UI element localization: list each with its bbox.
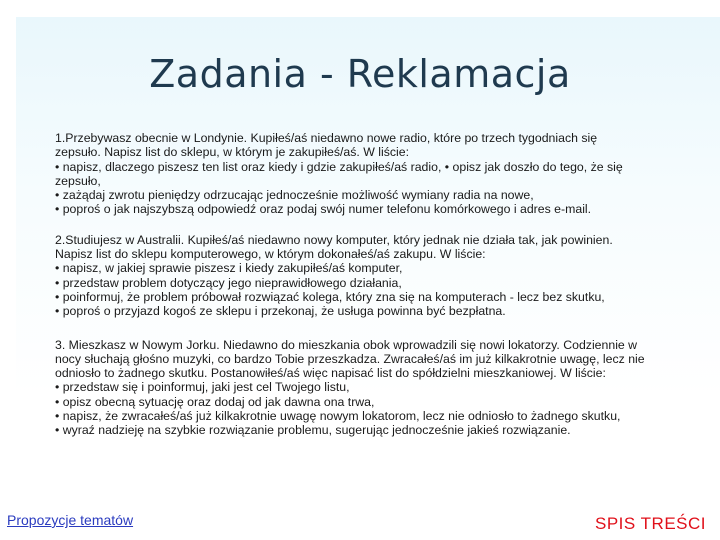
task-1-bullet: • poproś o jak najszybszą odpowiedź oraz podaj swój numer telefonu komórkowego i adres e-mail. <box>55 202 592 217</box>
task-3 <box>55 338 645 438</box>
task-2-bullet: • przedstaw problem dotyczący jego nieprawidłowego działania, <box>55 275 402 290</box>
task-2-intro: 2.Studiujesz w Australii. Kupiłeś/aś niedawno nowy komputer, który jednak nie działa tak, jak powinien. Napisz list do sklepu komputerowego, w którym dokonałeś/aś zakupu. W liście: <box>55 232 613 262</box>
task-1-bullet: • napisz, dlaczego piszesz ten list oraz kiedy i gdzie zakupiłeś/aś radio, • opisz jak doszło do tego, że się zepsuło, <box>55 159 623 188</box>
task-1-intro: 1.Przebywasz obecnie w Londynie. Kupiłeś/aś niedawno nowe radio, które po trzech tygodniach się zepsuło. Napisz list do sklepu, w którym je zakupiłeś/aś. W liście: <box>55 131 598 160</box>
task-1-bullet: • zażądaj zwrotu pieniędzy odrzucając jednocześnie możliwość wymiany radia na nowe, <box>55 188 534 203</box>
task-2 <box>55 233 645 319</box>
task-3-intro: 3. Mieszkasz w Nowym Jorku. Niedawno do mieszkania obok wprowadzili się nowi lokatorzy. Codziennie w nocy słuchają głośno muzyki, co bardzo Tobie przeszkadza. Zwracałeś/aś im już kilkakrotnie uwagę, lecz nie odniosło to żadnego skutku. Postanowiłeś/aś więc napisać list do spółdzielni mieszkaniowej. W liście: <box>55 337 645 381</box>
task-3-bullet: • wyraź nadzieję na szybkie rozwiązanie problemu, sugerując jednocześnie jakieś rozwiązanie. <box>55 423 571 438</box>
slide-title: Zadania - Reklamacja <box>149 52 571 96</box>
task-1 <box>55 131 645 217</box>
task-3-bullet: • napisz, że zwracałeś/aś już kilkakrotnie uwagę nowym lokatorom, lecz nie odniosło to żadnego skutku, <box>55 409 621 424</box>
table-of-contents-link[interactable]: SPIS TREŚCI <box>595 514 706 533</box>
topics-link[interactable]: Propozycje tematów <box>7 512 134 528</box>
task-2-bullet: • napisz, w jakiej sprawie piszesz i kiedy zakupiłeś/aś komputer, <box>55 261 403 276</box>
tasks-content <box>55 131 645 438</box>
task-2-bullet: • poproś o przyjazd kogoś ze sklepu i przekonaj, że usługa powinna być bezpłatna. <box>55 304 506 319</box>
task-2-bullet: • poinformuj, że problem próbował rozwiązać kolega, który zna się na komputerach - lecz bez skutku, <box>55 289 605 304</box>
task-3-bullet: • przedstaw się i poinformuj, jaki jest cel Twojego listu, <box>55 380 350 395</box>
task-3-bullet: • opisz obecną sytuację oraz dodaj od jak dawna ona trwa, <box>55 394 375 409</box>
